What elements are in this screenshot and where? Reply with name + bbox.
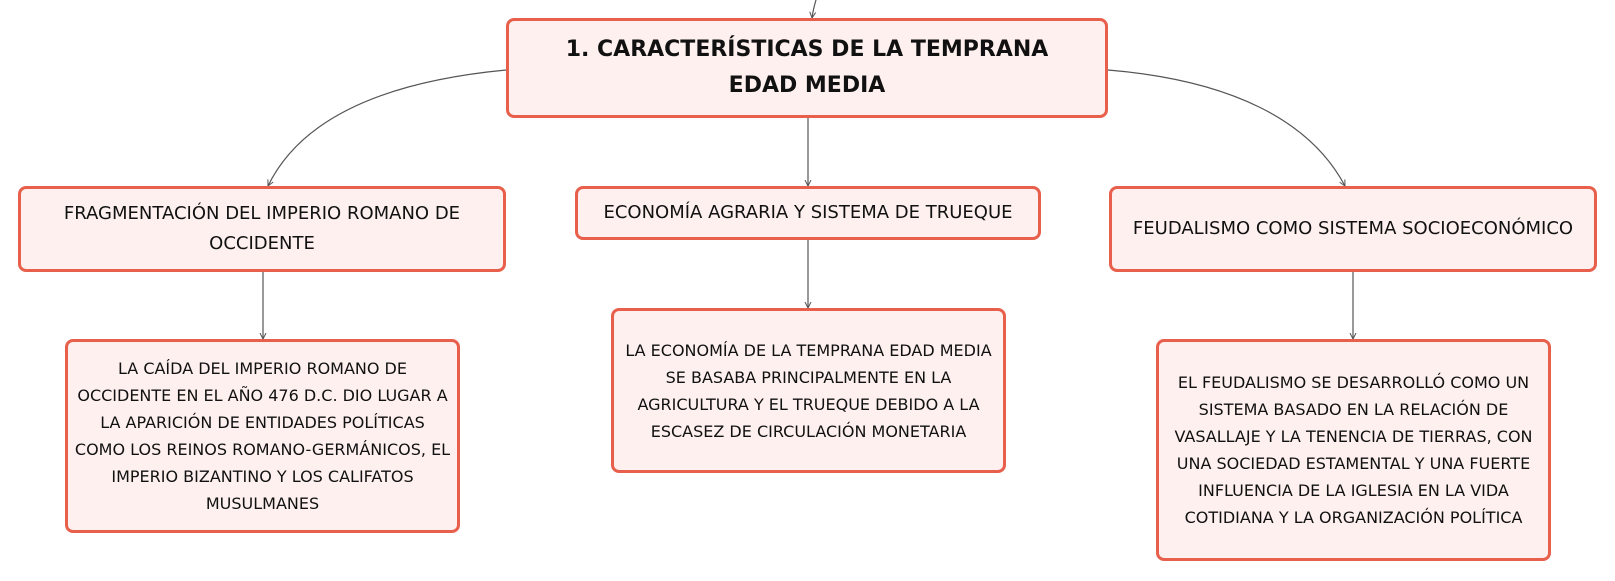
branch-label: FRAGMENTACIÓN DEL IMPERIO ROMANO DE OCCIDENTE [63, 203, 461, 254]
detail-text: EL FEUDALISMO SE DESARROLLÓ COMO UN SISTEMA BASADO EN LA RELACIÓN DE VASALLAJE Y LA TENENCIA DE TIERRAS, CON UNA SOCIEDAD ESTAMENTAL Y UNA FUERTE INFLUENCIA DE LA IGLESIA EN LA VIDA COTIDIANA Y LA ORGANIZACIÓN POLÍTICA [1174, 373, 1533, 527]
detail-text: LA ECONOMÍA DE LA TEMPRANA EDAD MEDIA SE BASABA PRINCIPALMENTE EN LA AGRICULTURA Y EL TRUEQUE DEBIDO A LA ESCASEZ DE CIRCULACIÓN MONETARIA [625, 340, 992, 441]
connector-root-to-feudalismo [1108, 70, 1345, 186]
root-topic-title: 1. CARACTERÍSTICAS DE LA TEMPRANA EDAD MEDIA [565, 37, 1049, 98]
root-topic-node[interactable] [506, 18, 1108, 118]
detail-text: LA CAÍDA DEL IMPERIO ROMANO DE OCCIDENTE EN EL AÑO 476 D.C. DIO LUGAR A LA APARICIÓN DE ENTIDADES POLÍTICAS COMO LOS REINOS ROMANO-GERMÁNICOS, EL IMPERIO BIZANTINO Y LOS CALIFATOS MUSULMANES [74, 359, 451, 513]
connector-root-to-fragmentacion [268, 70, 506, 186]
detail-node-fragmentacion[interactable] [65, 339, 460, 533]
detail-node-feudalismo[interactable] [1156, 339, 1551, 561]
detail-node-economia[interactable] [611, 308, 1006, 473]
branch-label: ECONOMÍA AGRARIA Y SISTEMA DE TRUEQUE [603, 202, 1013, 223]
branch-node-fragmentacion[interactable] [18, 186, 506, 272]
branch-node-economia[interactable] [575, 186, 1041, 240]
branch-node-feudalismo[interactable] [1109, 186, 1597, 272]
branch-label: FEUDALISMO COMO SISTEMA SOCIOECONÓMICO [1132, 218, 1574, 239]
incoming-connector [812, 0, 816, 18]
